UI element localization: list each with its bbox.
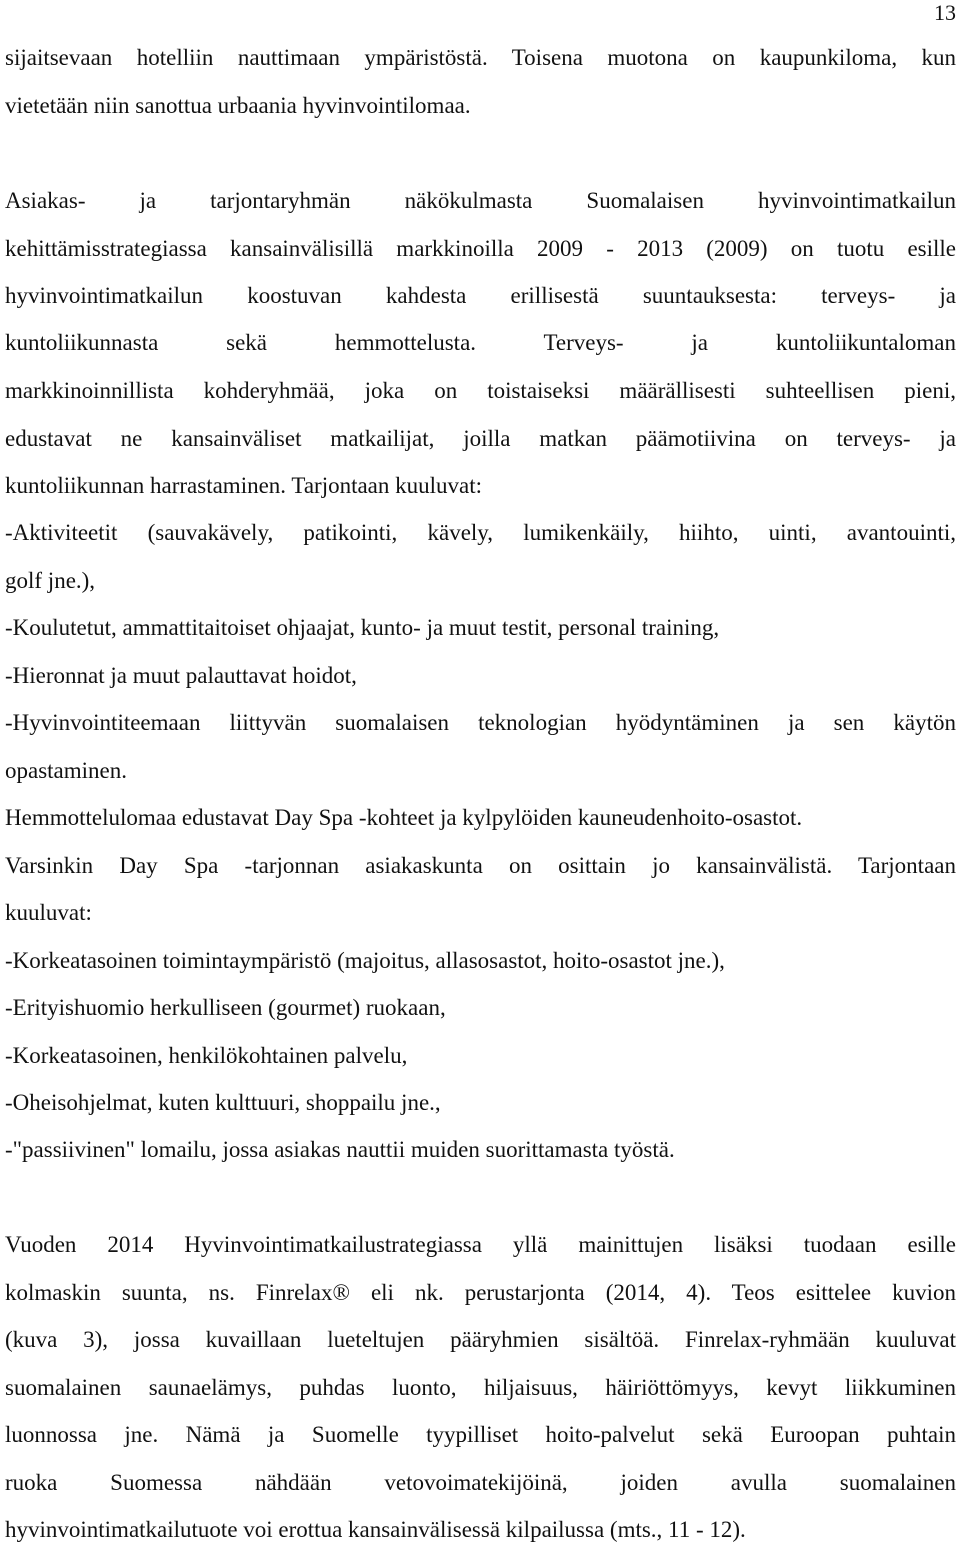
text-line: kuntoliikunnan harrastaminen. Tarjontaan kuuluvat: [5,473,483,498]
text-line: sijaitsevaan hotelliin nauttimaan ympäristöstä. Toisena muotona on kaupunkiloma, kun [5,45,956,70]
text-line: vietetään niin sanottua urbaania hyvinvointilomaa. [5,93,471,118]
text-line: edustavat ne kansainväliset matkailijat, joilla matkan päämotiivina on terveys- ja [5,426,956,451]
text-line: Varsinkin Day Spa -tarjonnan asiakaskunta on osittain jo kansainvälistä. Tarjontaan [5,853,956,878]
text-line: Vuoden 2014 Hyvinvointimatkailustrategiassa yllä mainittujen lisäksi tuodaan esille [5,1232,956,1257]
text-line: -"passiivinen" lomailu, jossa asiakas nauttii muiden suorittamasta työstä. [5,1137,675,1162]
text-line: -Koulutetut, ammattitaitoiset ohjaajat, kunto- ja muut testit, personal training, [5,615,720,640]
text-line: Hemmottelulomaa edustavat Day Spa -kohteet ja kylpylöiden kauneudenhoito-osastot. [5,805,803,830]
text-line: hyvinvointimatkailutuote voi erottua kansainvälisessä kilpailussa (mts., 11 - 12). [5,1517,746,1542]
text-line: -Oheisohjelmat, kuten kulttuuri, shoppailu jne., [5,1090,441,1115]
text-line: kehittämisstrategiassa kansainvälisillä markkinoilla 2009 - 2013 (2009) on tuotu esille [5,236,956,261]
text-line: opastaminen. [5,758,127,783]
text-line: kolmaskin suunta, ns. Finrelax® eli nk. perustarjonta (2014, 4). Teos esittelee kuvion [5,1280,956,1305]
text-line: Asiakas- ja tarjontaryhmän näkökulmasta Suomalaisen hyvinvointimatkailun [5,188,956,213]
text-line: ruoka Suomessa nähdään vetovoimatekijöinä, joiden avulla suomalainen [5,1470,956,1495]
text-line: golf jne.), [5,568,96,593]
text-line: -Hyvinvointiteemaan liittyvän suomalaisen teknologian hyödyntäminen ja sen käytön [5,710,956,735]
text-line: -Erityishuomio herkulliseen (gourmet) ruokaan, [5,995,446,1020]
text-line: -Hieronnat ja muut palauttavat hoidot, [5,663,357,688]
text-line: hyvinvointimatkailun koostuvan kahdesta erillisestä suuntauksesta: terveys- ja [5,283,956,308]
text-line: -Aktiviteetit (sauvakävely, patikointi, kävely, lumikenkäily, hiihto, uinti, avantouinti, [5,520,956,545]
text-line: kuntoliikunnasta sekä hemmottelusta. Terveys- ja kuntoliikuntaloman [5,330,956,355]
text-line: -Korkeatasoinen toimintaympäristö (majoitus, allasosastot, hoito-osastot jne.), [5,948,725,973]
page-number: 13 [934,0,956,25]
text-line: markkinoinnillista kohderyhmää, joka on toistaiseksi määrällisesti suhteellisen pieni, [5,378,956,403]
text-line: luonnossa jne. Nämä ja Suomelle tyypilliset hoito-palvelut sekä Euroopan puhtain [5,1422,956,1447]
text-line: -Korkeatasoinen, henkilökohtainen palvelu, [5,1043,408,1068]
text-line: kuuluvat: [5,900,92,925]
text-line: suomalainen saunaelämys, puhdas luonto, hiljaisuus, häiriöttömyys, kevyt liikkuminen [5,1375,956,1400]
text-line: (kuva 3), jossa kuvaillaan lueteltujen pääryhmien sisältöä. Finrelax-ryhmään kuuluvat [5,1327,956,1352]
